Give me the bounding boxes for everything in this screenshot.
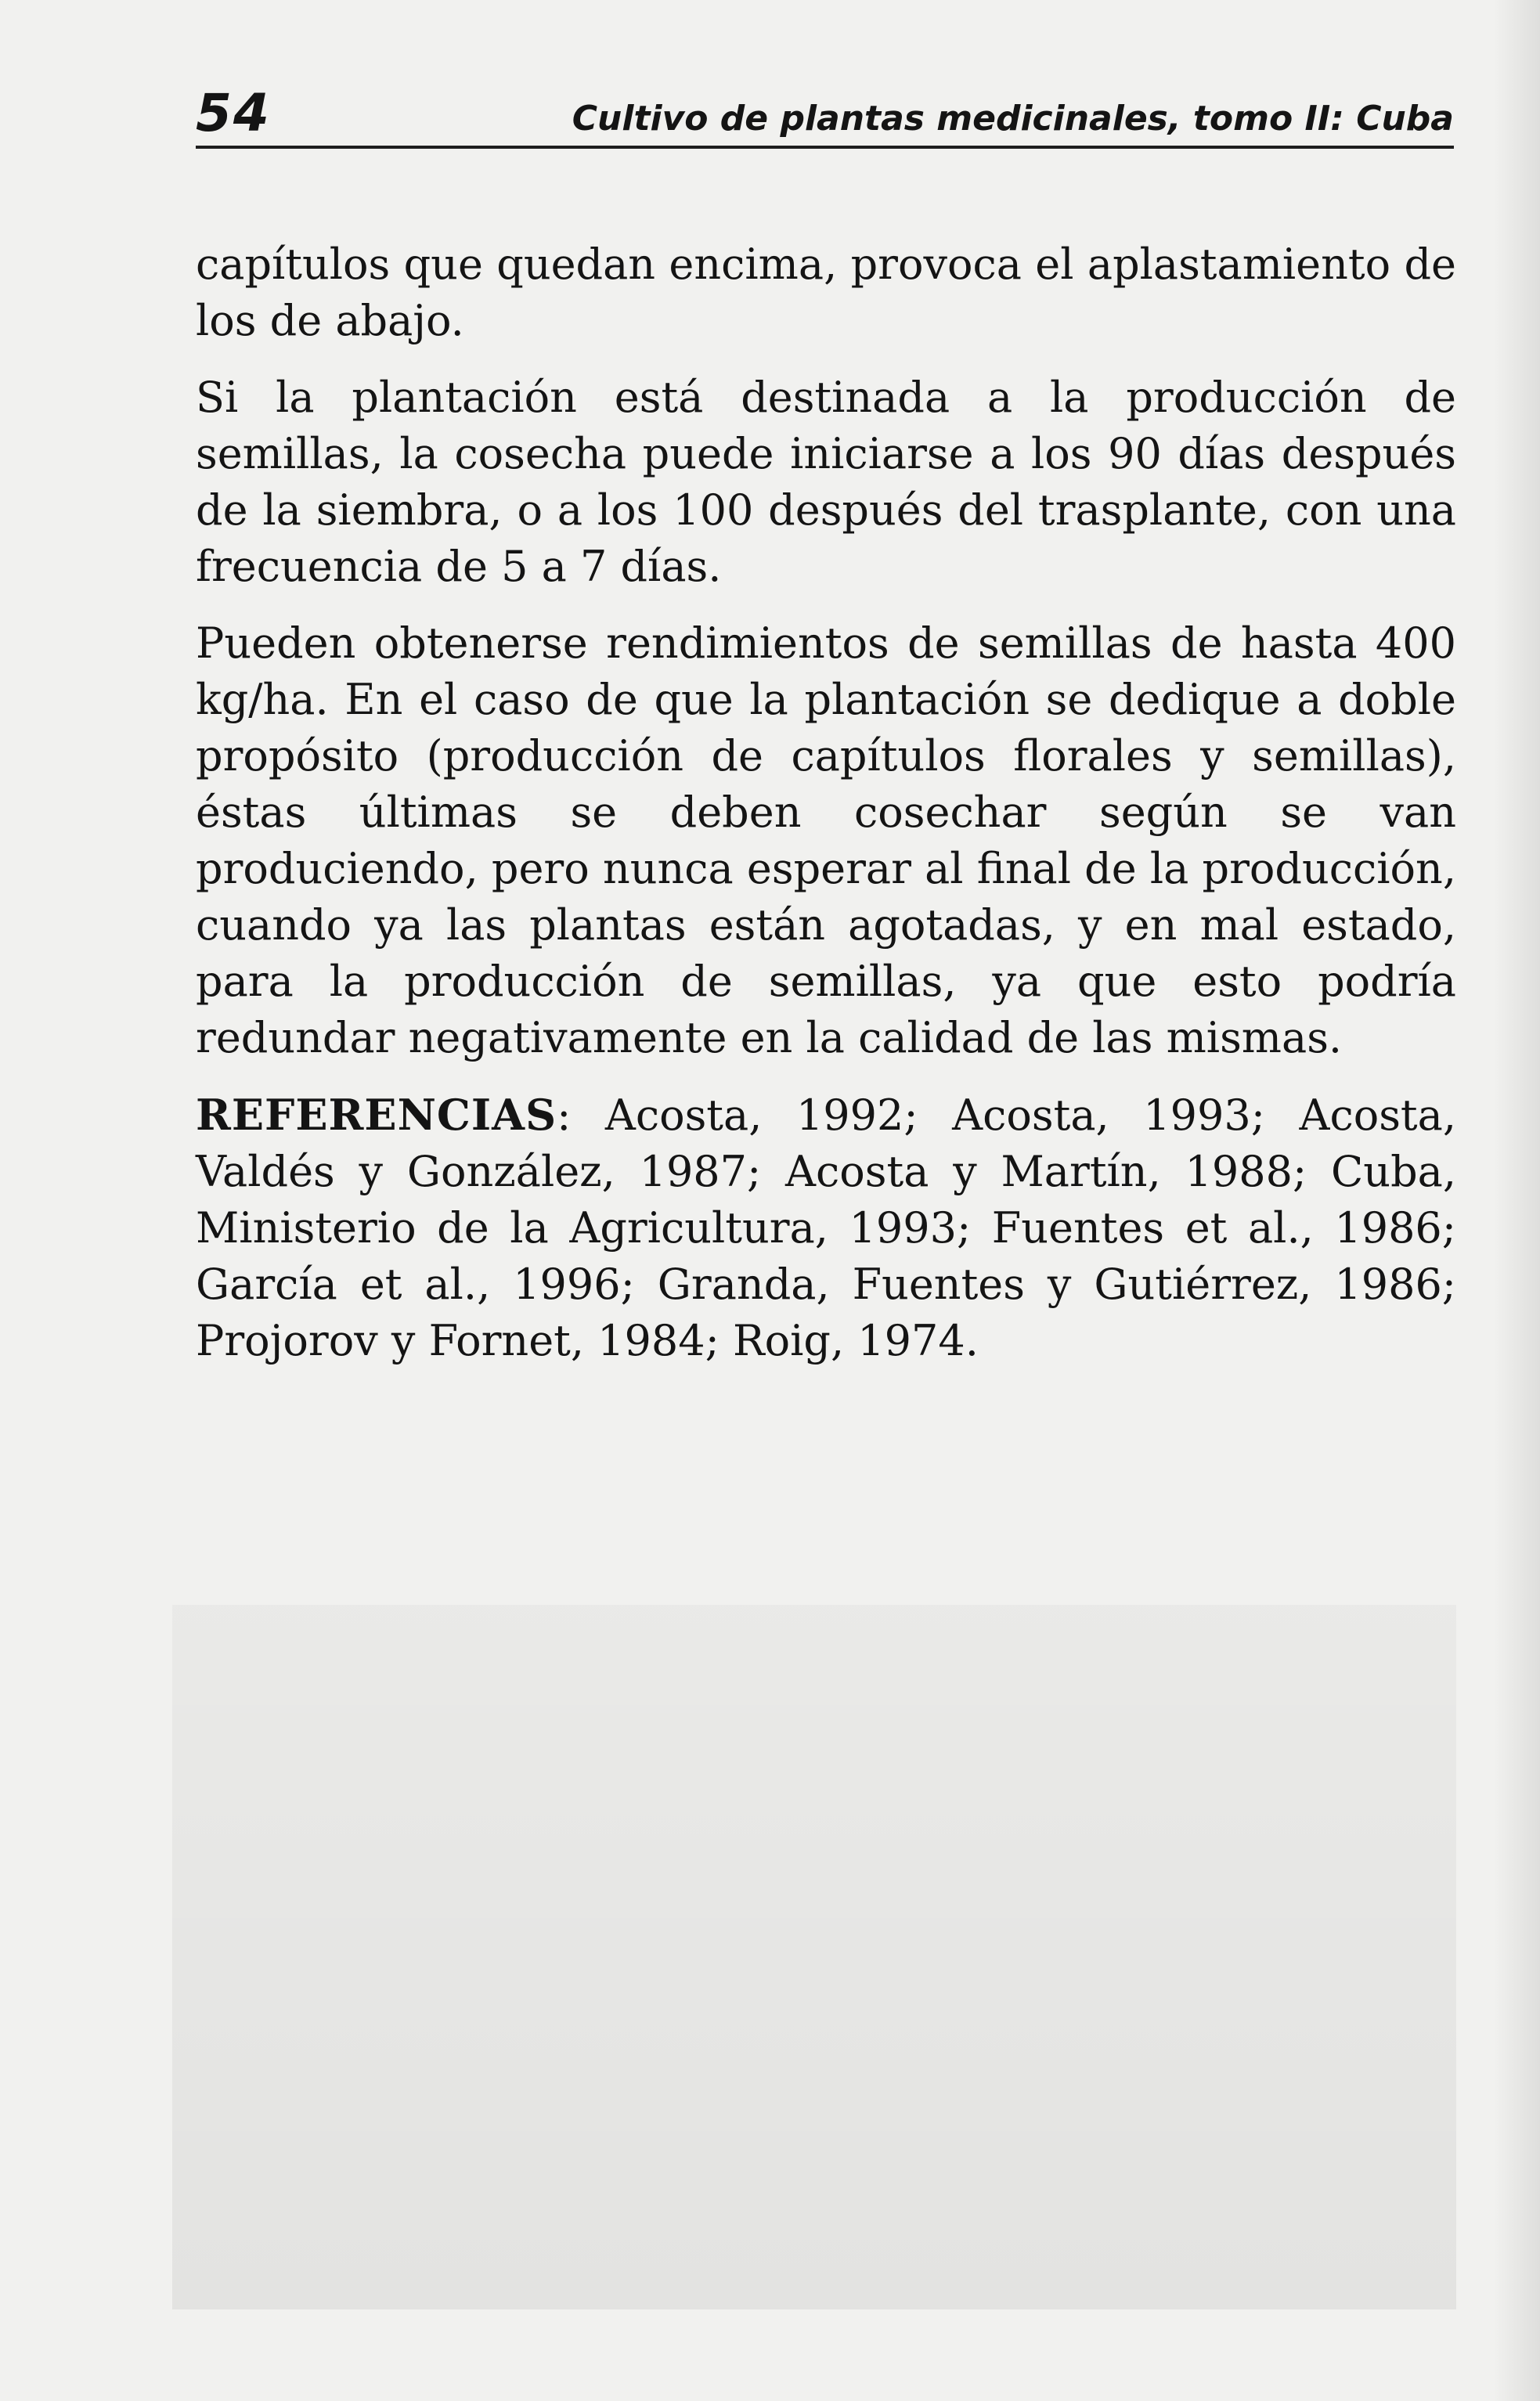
body-text (196, 236, 1456, 1369)
page-number: 54 (196, 83, 271, 143)
paragraph: capítulos que quedan encima, provoca el aplastamiento de los de abajo. (196, 240, 1456, 345)
references-text: : Acosta, 1992; Acosta, 1993; Acosta, Valdés y González, 1987; Acosta y Martín, 1988; Cuba, Ministerio de la Agricultura, 1993; Fuentes et al., 1986; García et al., 1996; Granda, Fuentes y Gutiérrez, 1986; Projorov y Fornet, 1984; Roig, 1974. (196, 1091, 1456, 1365)
show-through-area (172, 1605, 1456, 2309)
running-title: Cultivo de plantas medicinales, tomo II: Cuba (572, 99, 1454, 139)
references-paragraph (196, 1087, 1456, 1369)
references-label: REFERENCIAS (196, 1090, 557, 1140)
page-header (196, 69, 1454, 149)
paragraph: Si la plantación está destinada a la producción de semillas, la cosecha puede iniciarse a los 90 días después de la siembra, o a los 100 después del trasplante, con una frecuencia de 5 a 7 días. (196, 373, 1456, 591)
page-edge-shadow (1493, 0, 1540, 2401)
paragraph: Pueden obtenerse rendimientos de semillas de hasta 400 kg/ha. En el caso de que la plantación se dedique a doble propósito (producción de capítulos florales y semillas), éstas últimas se deben cosechar según se van produciendo, pero nunca esperar al final de la producción, cuando ya las plantas están agotadas, y en mal estado, para la producción de semillas, ya que esto podría redundar negativamente en la calidad de las mismas. (196, 618, 1456, 1062)
